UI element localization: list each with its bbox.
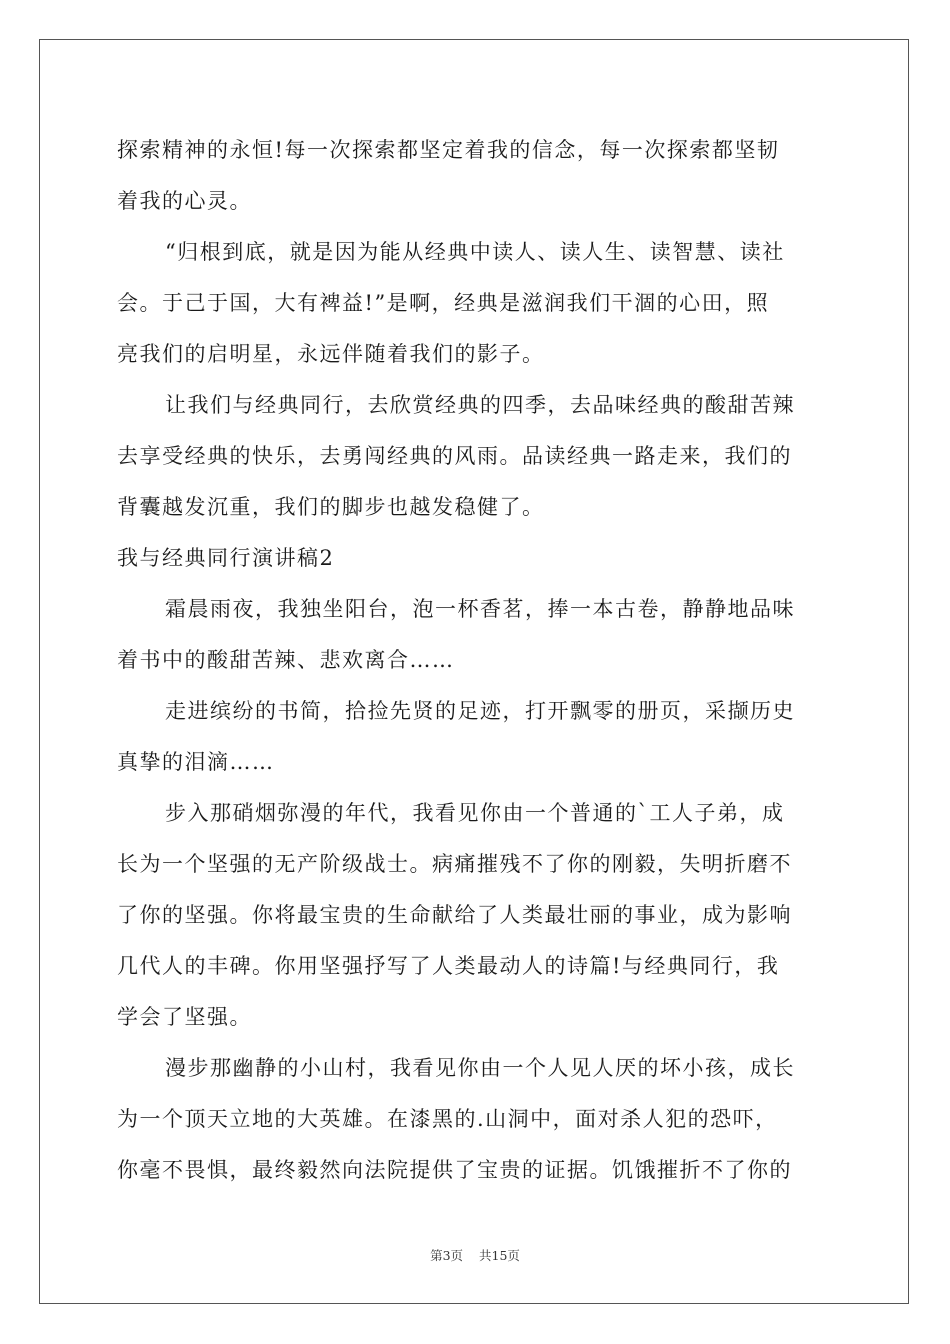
text-line: 着我的心灵。	[117, 189, 252, 213]
text-line: 探索精神的永恒!每一次探索都坚定着我的信念，每一次探索都坚韧	[117, 138, 780, 162]
section-heading: 我与经典同行演讲稿2	[117, 546, 335, 570]
text-line: 长为一个坚强的无产阶级战士。病痛摧残不了你的刚毅，失明折磨不	[117, 852, 792, 876]
text-line: 真挚的泪滴……	[117, 750, 275, 774]
text-line: 着书中的酸甜苦辣、悲欢离合……	[117, 648, 455, 672]
text-line: 会。于己于国，大有裨益!”是啊，经典是滋润我们干涸的心田，照	[117, 291, 770, 315]
text-line: 几代人的丰碑。你用坚强抒写了人类最动人的诗篇!与经典同行，我	[117, 954, 780, 978]
text-line: “归根到底，就是因为能从经典中读人、读人生、读智慧、读社	[165, 240, 785, 264]
text-line: 步入那硝烟弥漫的年代，我看见你由一个普通的`工人子弟，成	[165, 801, 785, 825]
text-line: 亮我们的启明星，永远伴随着我们的影子。	[117, 342, 545, 366]
text-line: 背囊越发沉重，我们的脚步也越发稳健了。	[117, 495, 545, 519]
page-number: 第3页	[430, 1248, 464, 1263]
page-footer	[0, 1246, 950, 1264]
text-line: 你毫不畏惧，最终毅然向法院提供了宝贵的证据。饥饿摧折不了你的	[117, 1158, 792, 1182]
text-line: 去享受经典的快乐，去勇闯经典的风雨。品读经典一路走来，我们的	[117, 444, 792, 468]
text-line: 霜晨雨夜，我独坐阳台，泡一杯香茗，捧一本古卷，静静地品味	[165, 597, 795, 621]
text-line: 了你的坚强。你将最宝贵的生命献给了人类最壮丽的事业，成为影响	[117, 903, 792, 927]
text-line: 让我们与经典同行，去欣赏经典的四季，去品味经典的酸甜苦辣	[165, 393, 795, 417]
text-line: 为一个顶天立地的大英雄。在漆黑的.山洞中，面对杀人犯的恐吓，	[117, 1107, 778, 1131]
text-line: 走进缤纷的书简，拾捡先贤的足迹，打开飘零的册页，采撷历史	[165, 699, 795, 723]
document-body	[117, 125, 837, 1196]
page-total: 共15页	[479, 1248, 520, 1263]
text-line: 漫步那幽静的小山村，我看见你由一个人见人厌的坏小孩，成长	[165, 1056, 795, 1080]
text-line: 学会了坚强。	[117, 1005, 252, 1029]
